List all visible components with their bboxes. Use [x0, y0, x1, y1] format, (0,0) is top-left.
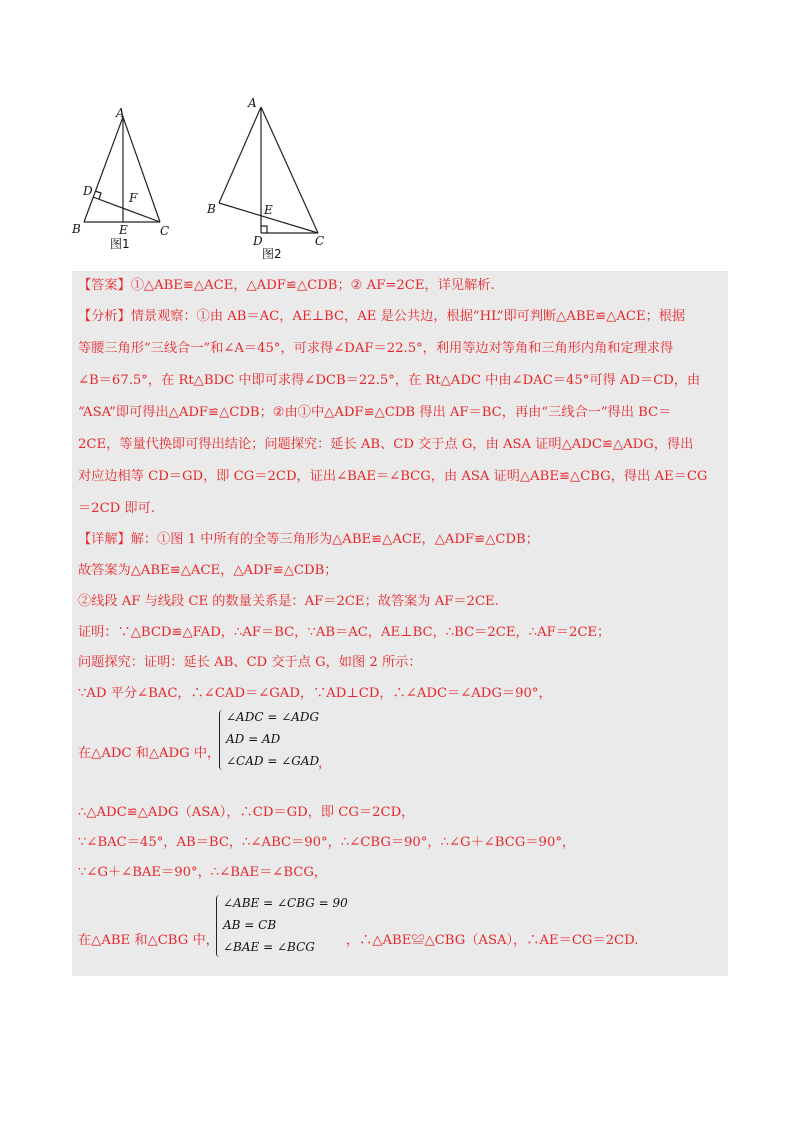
analysis-line-2: 等腰三角形“三线合一”和∠A＝45°，可求得∠DAF＝22.5°，利用等边对等角和三角形内角和定理求得 [78, 341, 674, 356]
fig1-caption: 图1 [110, 237, 130, 251]
system2-brace [216, 895, 223, 957]
fig1-label-d: D [83, 184, 93, 198]
analysis-line-6: 对应边相等 CD＝GD，即 CG＝2CD，证出∠BAE＝∠BCG，由 ASA 证明△ABE≌△CBG，得出 AE＝CG [78, 469, 708, 484]
after-line-3: ∵∠G＋∠BAE＝90°，∴∠BAE＝∠BCG， [78, 865, 328, 880]
system2-item-3: ∠BAE = ∠BCG [223, 940, 315, 954]
system2-lead: 在△ABE 和△CBG 中， [78, 933, 219, 948]
detail-line-3: ②线段 AF 与线段 CE 的数量关系是：AF＝2CE；故答案为 AF＝2CE. [78, 594, 499, 609]
system1-brace [219, 710, 226, 770]
analysis-line-3: ∠B＝67.5°，在 Rt△BDC 中即可求得∠DCB＝22.5°，在 Rt△ADC 中由∠DAC＝45°可得 AD＝CD，由 [78, 373, 701, 388]
system1-item-3: ∠CAD = ∠GAD [226, 754, 320, 768]
fig2-label-d: D [253, 234, 263, 248]
fig2-right-angle-d [261, 226, 267, 233]
fig1-label-a: A [116, 106, 125, 120]
fig1-label-b: B [72, 222, 81, 236]
answer-line: 【答案】①△ABE≌△ACE，△ADF≌△CDB；② AF=2CE，详见解析. [78, 278, 495, 293]
system1-tail: ， [318, 756, 332, 771]
geometry-figures [0, 0, 800, 270]
analysis-line-1: 【分析】情景观察：①由 AB＝AC，AE⊥BC，AE 是公共边，根据“HL”即可判断△ABE≌△ACE；根据 [78, 309, 686, 324]
fig1-segment-cd [93, 197, 160, 222]
detail-line-5: 问题探究：证明：延长 AB、CD 交于点 G，如图 2 所示： [78, 655, 422, 670]
system2-item-2: AB = CB [223, 918, 277, 932]
detail-line-4: 证明：∵△BCD≌△FAD，∴AF＝BC，∵AB＝AC，AE⊥BC，∴BC＝2CE，∴AF＝2CE； [78, 625, 611, 640]
analysis-line-5: 2CE，等量代换即可得出结论；问题探究：延长 AB、CD 交于点 G，由 ASA 证明△ADC≌△ADG，得出 [78, 437, 694, 452]
system1-lead: 在△ADC 和△ADG 中， [78, 746, 221, 761]
system2-tail: ，∴△ABE≌△CBG（ASA），∴AE＝CG＝2CD. [346, 933, 639, 948]
system1-item-2: AD = AD [226, 732, 281, 746]
fig2-caption: 图2 [262, 247, 282, 261]
system1-item-1: ∠ADC = ∠ADG [226, 710, 320, 724]
after-line-1: ∴△ADC≌△ADG（ASA），∴CD＝GD，即 CG＝2CD， [78, 805, 415, 820]
system2-item-1: ∠ABE = ∠CBG = 90 [223, 896, 348, 910]
fig1-label-f: F [129, 191, 138, 205]
analysis-line-7: ＝2CD 即可. [78, 501, 155, 516]
after-line-2: ∵∠BAC＝45°，AB＝BC，∴∠ABC＝90°，∴∠CBG＝90°，∴∠G＋∠BCG＝90°， [78, 835, 576, 850]
detail-line-1: 【详解】解：①图 1 中所有的全等三角形为△ABE≌△ACE，△ADF≌△CDB； [78, 532, 539, 547]
analysis-line-4: “ASA”即可得出△ADF≌△CDB；②由①中△ADF≌△CDB 得出 AF＝BC，再由“三线合一”得出 BC＝ [78, 405, 672, 420]
figures-area [0, 0, 800, 270]
fig2-label-e: E [264, 203, 273, 217]
detail-line-6: ∵AD 平分∠BAC，∴∠CAD＝∠GAD，∵AD⊥CD，∴∠ADC＝∠ADG＝90°， [78, 686, 552, 701]
detail-line-2: 故答案为△ABE≌△ACE，△ADF≌△CDB； [78, 563, 338, 578]
fig1-label-c: C [160, 224, 170, 238]
fig1-label-e: E [119, 223, 128, 237]
fig1-side-ac [123, 117, 160, 222]
fig2-label-a: A [248, 96, 257, 110]
figure-1 [84, 117, 160, 222]
fig2-side-ab [219, 107, 261, 203]
fig2-label-c: C [315, 234, 325, 248]
fig2-label-b: B [207, 202, 216, 216]
